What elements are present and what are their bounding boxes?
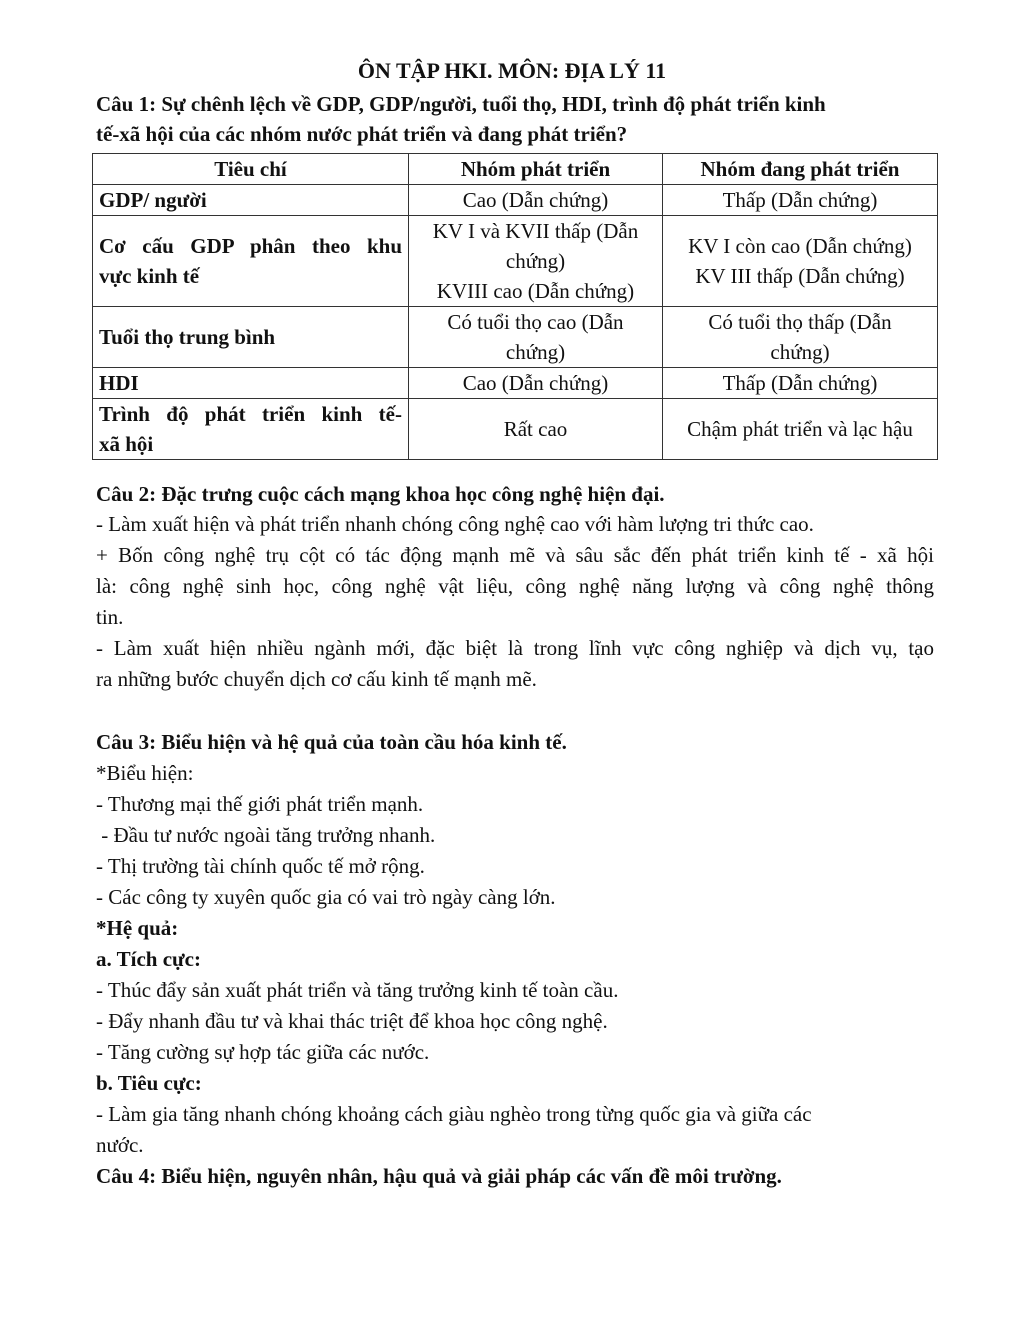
cell-line: Cao (Dẫn chứng) — [462, 188, 609, 212]
cell-line: Cao (Dẫn chứng) — [462, 371, 609, 395]
cell-line: Rất cao — [503, 417, 568, 441]
table-row — [93, 216, 938, 307]
q3-he-qua-label: *Hệ quả: — [96, 916, 179, 940]
q3-tieu-cuc-item: - Làm gia tăng nhanh chóng khoảng cách giàu nghèo trong từng quốc gia và giữa các — [96, 1102, 812, 1126]
criterion-cell — [93, 399, 409, 460]
q3-tieu-cuc-item: nước. — [96, 1133, 144, 1157]
criterion-cell — [93, 185, 409, 216]
q3-bieu-hien-label: *Biểu hiện: — [96, 761, 194, 785]
criterion-cell — [93, 216, 409, 307]
cell-line: GDP/ người — [99, 188, 207, 212]
cell-line: Thấp (Dẫn chứng) — [722, 188, 878, 212]
developed-cell — [409, 368, 663, 399]
q3-bieu-hien-item: - Thương mại thế giới phát triển mạnh. — [96, 792, 424, 816]
criterion-cell — [93, 307, 409, 368]
q4-heading: Câu 4: Biểu hiện, nguyên nhân, hậu quả và giải pháp các vấn đề môi trường. — [96, 1164, 782, 1188]
table-row — [93, 368, 938, 399]
developing-cell — [663, 216, 938, 307]
cell-line: chứng) — [505, 249, 566, 273]
q3-tich-cuc-item: - Đẩy nhanh đầu tư và khai thác triệt để khoa học công nghệ. — [96, 1009, 608, 1033]
cell-line: Có tuổi thọ thấp (Dẫn — [708, 310, 892, 334]
cell-line: KV I còn cao (Dẫn chứng) — [688, 234, 912, 258]
table-row — [93, 307, 938, 368]
q2-line: tin. — [96, 605, 124, 629]
q2-line: là: công nghệ sinh học, công nghệ vật liệu, công nghệ năng lượng và công nghệ thông — [96, 574, 934, 598]
developed-cell — [409, 307, 663, 368]
q2-line: + Bốn công nghệ trụ cột có tác động mạnh mẽ và sâu sắc đến phát triển kinh tế - xã hội — [96, 543, 934, 567]
cell-line: chứng) — [505, 340, 566, 364]
table-header-row — [93, 154, 938, 185]
developing-cell — [663, 185, 938, 216]
cell-line: chứng) — [770, 340, 830, 364]
q3-bieu-hien-item: - Các công ty xuyên quốc gia có vai trò ngày càng lớn. — [96, 885, 556, 909]
cell-line: Có tuổi thọ cao (Dẫn — [447, 310, 624, 334]
cell-line: Chậm phát triển và lạc hậu — [687, 417, 913, 441]
q3-heading: Câu 3: Biểu hiện và hệ quả của toàn cầu hóa kinh tế. — [96, 730, 567, 754]
cell-line: HDI — [99, 371, 139, 395]
q3-bieu-hien-item: - Thị trường tài chính quốc tế mở rộng. — [96, 854, 425, 878]
cell-line: KV I và KVII thấp (Dẫn — [432, 219, 639, 243]
q3-tich-cuc-label: a. Tích cực: — [96, 947, 201, 971]
q3-tich-cuc-item: - Thúc đẩy sản xuất phát triển và tăng trưởng kinh tế toàn cầu. — [96, 978, 619, 1002]
table-row — [93, 399, 938, 460]
page-title: ÔN TẬP HKI. MÔN: ĐỊA LÝ 11 — [357, 58, 667, 83]
q3-tich-cuc-item: - Tăng cường sự hợp tác giữa các nước. — [96, 1040, 430, 1064]
q2-line: - Làm xuất hiện nhiều ngành mới, đặc biệt là trong lĩnh vực công nghiệp và dịch vụ, tạo — [96, 636, 934, 660]
cell-line: KV III thấp (Dẫn chứng) — [695, 264, 905, 288]
header-criterion: Tiêu chí — [93, 154, 409, 185]
q3-tieu-cuc-label: b. Tiêu cực: — [96, 1071, 202, 1095]
developed-cell — [409, 216, 663, 307]
comparison-table — [92, 153, 938, 460]
cell-line: xã hội — [99, 432, 154, 456]
developed-cell — [409, 399, 663, 460]
criterion-cell — [93, 368, 409, 399]
q1-heading-line1: Câu 1: Sự chênh lệch về GDP, GDP/người, tuổi thọ, HDI, trình độ phát triển kinh — [96, 92, 826, 116]
developing-cell — [663, 368, 938, 399]
cell-line: Thấp (Dẫn chứng) — [722, 371, 878, 395]
q2-heading: Câu 2: Đặc trưng cuộc cách mạng khoa học công nghệ hiện đại. — [96, 482, 665, 506]
developed-cell — [409, 185, 663, 216]
cell-line: Trình độ phát triển kinh tế- — [99, 402, 402, 426]
q3-bieu-hien-item: - Đầu tư nước ngoài tăng trưởng nhanh. — [96, 823, 436, 847]
developing-cell — [663, 307, 938, 368]
q2-line: - Làm xuất hiện và phát triển nhanh chóng công nghệ cao với hàm lượng tri thức cao. — [96, 512, 814, 536]
header-developing: Nhóm đang phát triển — [663, 154, 938, 185]
cell-line: KVIII cao (Dẫn chứng) — [436, 279, 635, 303]
cell-line: Cơ cấu GDP phân theo khu — [99, 234, 402, 258]
cell-line: vực kinh tế — [99, 264, 200, 288]
q1-heading-line2: tế-xã hội của các nhóm nước phát triển và đang phát triển? — [96, 122, 628, 146]
table-row — [93, 185, 938, 216]
header-developed: Nhóm phát triển — [409, 154, 663, 185]
developing-cell — [663, 399, 938, 460]
cell-line: Tuổi thọ trung bình — [99, 325, 276, 349]
q2-line: ra những bước chuyển dịch cơ cấu kinh tế mạnh mẽ. — [96, 667, 537, 691]
